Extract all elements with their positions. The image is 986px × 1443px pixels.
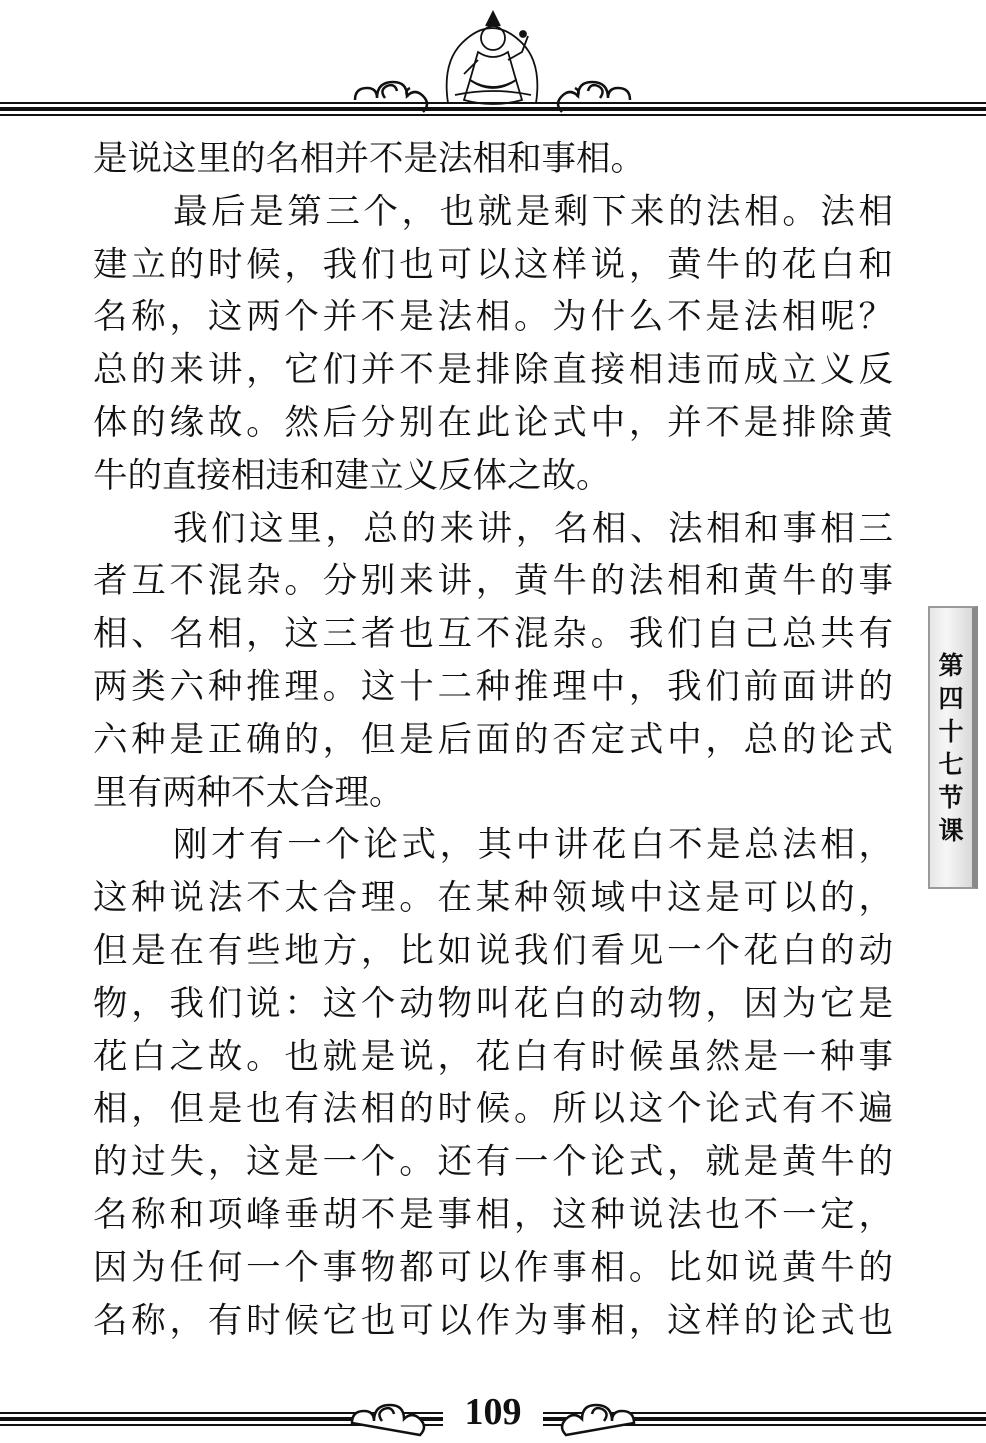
text-line: 相、名相，这三者也互不混杂。我们自己总共有 xyxy=(93,614,893,655)
text-line: 里有两种不太合理。 xyxy=(93,772,404,813)
side-tab-char: 十 xyxy=(938,716,964,746)
footer-left-cloud-icon xyxy=(352,1405,424,1435)
side-tab-char: 四 xyxy=(938,683,964,713)
text-line: 建立的时候，我们也可以这样说，黄牛的花白和 xyxy=(93,244,893,285)
header-border-svg xyxy=(0,0,986,125)
side-tab-char: 七 xyxy=(938,749,964,779)
text-line: 六种是正确的，但是后面的否定式中，总的论式 xyxy=(93,719,893,760)
text-line: 但是在有些地方，比如说我们看见一个花白的动 xyxy=(93,930,893,971)
text-line: 体的缘故。然后分别在此论式中，并不是排除黄 xyxy=(93,402,893,443)
text-line: 花白之故。也就是说，花白有时候虽然是一种事 xyxy=(93,1036,893,1077)
text-line: 是说这里的名相并不是法相和事相。 xyxy=(93,139,645,179)
side-tab-char: 课 xyxy=(938,815,964,845)
lesson-side-tab xyxy=(928,606,978,889)
text-line: 名称和项峰垂胡不是事相，这种说法也不一定， xyxy=(93,1194,893,1235)
text-line: 物，我们说：这个动物叫花白的动物，因为它是 xyxy=(93,983,893,1024)
footer-right-cloud-icon xyxy=(562,1405,634,1435)
text-line: 刚才有一个论式，其中讲花白不是总法相， xyxy=(173,825,893,866)
text-line: 总的来讲，它们并不是排除直接相违而成立义反 xyxy=(93,350,893,391)
side-tab-char: 第 xyxy=(938,650,964,680)
text-line: 名称，这两个并不是法相。为什么不是法相呢？ xyxy=(93,297,893,338)
text-line: 牛的直接相违和建立义反体之故。 xyxy=(93,455,611,496)
text-line: 的过失，这是一个。还有一个论式，就是黄牛的 xyxy=(93,1142,893,1183)
text-line: 者互不混杂。分别来讲，黄牛的法相和黄牛的事 xyxy=(93,561,893,602)
main-text-body xyxy=(93,133,893,1347)
side-tab-char: 节 xyxy=(938,782,964,812)
text-line: 这种说法不太合理。在某种领域中这是可以的， xyxy=(93,878,893,919)
text-line: 相，但是也有法相的时候。所以这个论式有不遍 xyxy=(93,1089,893,1130)
text-line: 因为任何一个事物都可以作事相。比如说黄牛的 xyxy=(93,1247,893,1288)
text-line: 最后是第三个，也就是剩下来的法相。法相 xyxy=(173,191,893,232)
deity-figure-icon xyxy=(447,12,538,104)
text-line: 名称，有时候它也可以作为事相，这样的论式也 xyxy=(93,1300,893,1341)
page-number: 109 xyxy=(443,1390,543,1434)
text-line: 我们这里，总的来讲，名相、法相和事相三 xyxy=(173,508,893,549)
text-line: 两类六种推理。这十二种推理中，我们前面讲的 xyxy=(93,666,893,707)
page-header-ornament xyxy=(0,0,986,125)
